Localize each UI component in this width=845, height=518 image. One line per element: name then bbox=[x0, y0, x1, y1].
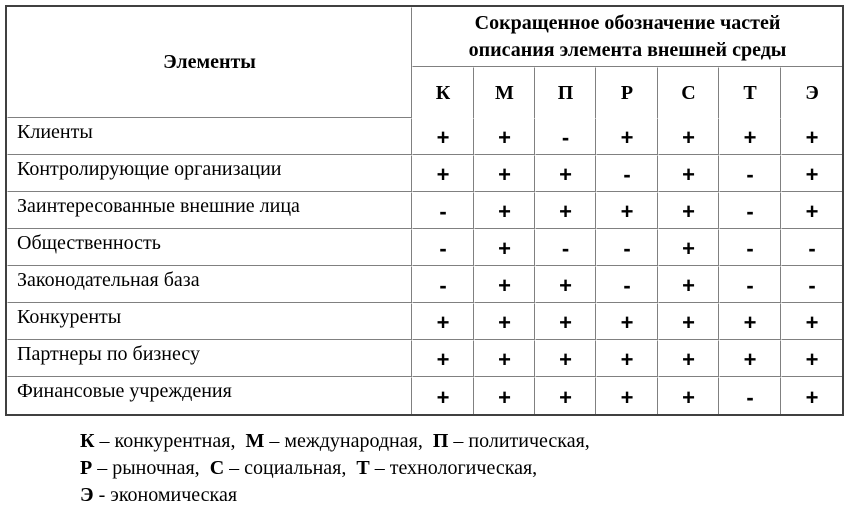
table-row bbox=[7, 155, 842, 192]
row-label: Общественность bbox=[7, 229, 412, 266]
mark-cell: + bbox=[474, 192, 535, 229]
legend-sep: – bbox=[448, 430, 469, 452]
legend-line-2 bbox=[80, 455, 590, 482]
mark-cell: - bbox=[781, 266, 842, 303]
row-label: Клиенты bbox=[7, 118, 412, 155]
legend-sep: – bbox=[264, 430, 285, 452]
mark-cell: + bbox=[781, 303, 842, 340]
mark-cell: - bbox=[719, 192, 781, 229]
mark-cell: + bbox=[781, 377, 842, 414]
mark-cell: + bbox=[474, 377, 535, 414]
mark-cell: + bbox=[658, 303, 719, 340]
legend-code: Э bbox=[80, 484, 94, 506]
mark-cell: - bbox=[412, 266, 474, 303]
legend-code: С bbox=[209, 457, 225, 479]
mark-cell: - bbox=[412, 192, 474, 229]
mark-cell: + bbox=[781, 340, 842, 377]
table-row bbox=[7, 340, 842, 377]
mark-cell: + bbox=[535, 155, 596, 192]
mark-cell: - bbox=[719, 155, 781, 192]
legend-sep: - bbox=[93, 484, 111, 506]
mark-cell: + bbox=[535, 340, 596, 377]
mark-cell: - bbox=[719, 229, 781, 266]
table-row bbox=[7, 266, 842, 303]
legend-sep: – bbox=[92, 457, 113, 479]
mark-cell: + bbox=[412, 303, 474, 340]
mark-cell: + bbox=[412, 377, 474, 414]
mark-cell: + bbox=[719, 118, 781, 155]
code-header-t: Т bbox=[719, 67, 781, 118]
mark-cell: + bbox=[535, 377, 596, 414]
row-label: Финансовые учреждения bbox=[7, 377, 412, 414]
table-row bbox=[7, 192, 842, 229]
environment-elements-table bbox=[5, 5, 844, 416]
code-header-e: Э bbox=[781, 67, 842, 118]
table-row bbox=[7, 377, 842, 414]
mark-cell: + bbox=[412, 155, 474, 192]
mark-cell: + bbox=[658, 155, 719, 192]
legend-code: П bbox=[432, 430, 449, 452]
mark-cell: + bbox=[535, 266, 596, 303]
mark-cell: + bbox=[658, 192, 719, 229]
legend-code: М bbox=[245, 430, 265, 452]
environment-table-wrapper bbox=[5, 5, 844, 416]
header-row-top bbox=[7, 7, 842, 67]
mark-cell: + bbox=[658, 340, 719, 377]
row-label: Партнеры по бизнесу bbox=[7, 340, 412, 377]
legend-code: Р bbox=[80, 457, 93, 479]
legend-code: Т bbox=[356, 457, 370, 479]
table-body bbox=[7, 118, 842, 414]
mark-cell: + bbox=[474, 340, 535, 377]
mark-cell: + bbox=[412, 340, 474, 377]
legend-sep: – bbox=[369, 457, 390, 479]
mark-cell: + bbox=[474, 266, 535, 303]
mark-cell: + bbox=[596, 118, 658, 155]
mark-cell: - bbox=[596, 266, 658, 303]
code-header-k: К bbox=[412, 67, 474, 118]
mark-cell: + bbox=[658, 229, 719, 266]
mark-cell: + bbox=[658, 266, 719, 303]
row-label: Конкуренты bbox=[7, 303, 412, 340]
header-group bbox=[412, 7, 842, 67]
legend bbox=[80, 428, 590, 509]
mark-cell: + bbox=[719, 303, 781, 340]
header-group-line2: описания элемента внешней среды bbox=[468, 39, 787, 61]
mark-cell: + bbox=[781, 118, 842, 155]
legend-text: социальная, bbox=[244, 457, 347, 479]
mark-cell: - bbox=[535, 118, 596, 155]
mark-cell: - bbox=[719, 266, 781, 303]
mark-cell: - bbox=[781, 229, 842, 266]
legend-text: рыночная, bbox=[112, 457, 200, 479]
table-row bbox=[7, 118, 842, 155]
code-header-m: М bbox=[474, 67, 535, 118]
mark-cell: - bbox=[535, 229, 596, 266]
mark-cell: - bbox=[719, 377, 781, 414]
code-header-p: П bbox=[535, 67, 596, 118]
legend-line-3 bbox=[80, 482, 590, 509]
mark-cell: - bbox=[596, 155, 658, 192]
mark-cell: + bbox=[658, 377, 719, 414]
mark-cell: + bbox=[474, 118, 535, 155]
legend-text: технологическая, bbox=[389, 457, 538, 479]
row-label: Контролирующие организации bbox=[7, 155, 412, 192]
mark-cell: + bbox=[596, 340, 658, 377]
mark-cell: - bbox=[412, 229, 474, 266]
mark-cell: + bbox=[719, 340, 781, 377]
mark-cell: - bbox=[596, 229, 658, 266]
code-header-s: С bbox=[658, 67, 719, 118]
header-group-line1: Сокращенное обозначение частей bbox=[474, 12, 781, 34]
table-row bbox=[7, 303, 842, 340]
legend-line-1 bbox=[80, 428, 590, 455]
mark-cell: + bbox=[781, 192, 842, 229]
mark-cell: + bbox=[412, 118, 474, 155]
legend-text: международная, bbox=[284, 430, 423, 452]
mark-cell: + bbox=[781, 155, 842, 192]
legend-sep: – bbox=[224, 457, 245, 479]
legend-text: политическая, bbox=[468, 430, 590, 452]
mark-cell: + bbox=[474, 229, 535, 266]
mark-cell: + bbox=[474, 303, 535, 340]
code-header-r: Р bbox=[596, 67, 658, 118]
mark-cell: + bbox=[596, 303, 658, 340]
mark-cell: + bbox=[596, 377, 658, 414]
legend-sep: – bbox=[94, 430, 115, 452]
mark-cell: + bbox=[535, 192, 596, 229]
row-label: Заинтересованные внешние лица bbox=[7, 192, 412, 229]
mark-cell: + bbox=[658, 118, 719, 155]
header-elements: Элементы bbox=[7, 7, 412, 118]
table-row bbox=[7, 229, 842, 266]
mark-cell: + bbox=[535, 303, 596, 340]
row-label: Законодательная база bbox=[7, 266, 412, 303]
legend-text: конкурентная, bbox=[114, 430, 236, 452]
mark-cell: + bbox=[596, 192, 658, 229]
legend-code: К bbox=[80, 430, 95, 452]
legend-text: экономическая bbox=[110, 484, 238, 506]
mark-cell: + bbox=[474, 155, 535, 192]
